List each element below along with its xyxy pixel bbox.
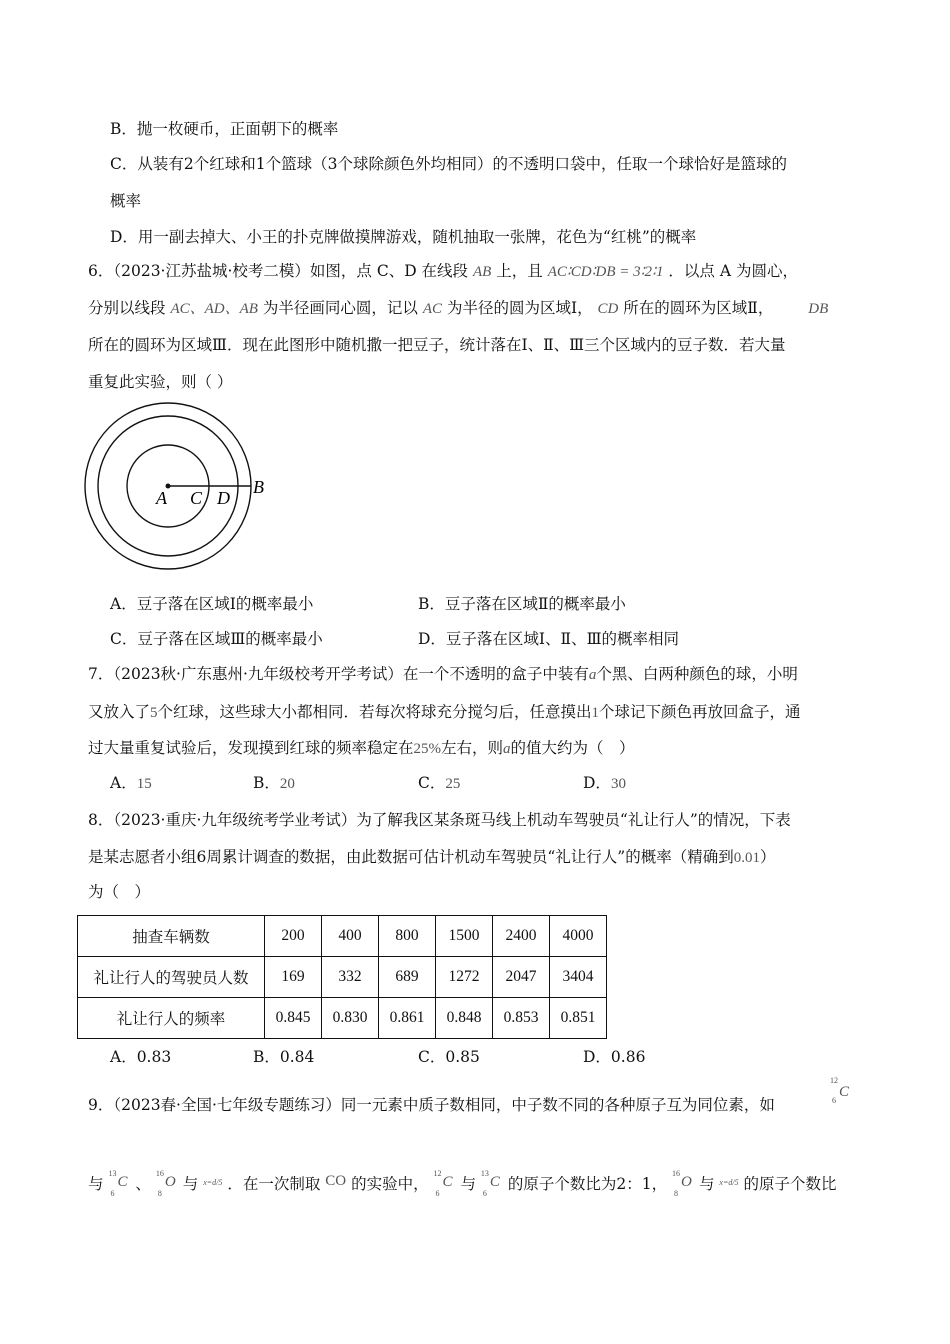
table-cell: 0.861 (379, 998, 436, 1039)
table-cell: 0.830 (322, 998, 379, 1039)
label-b: B (253, 477, 264, 497)
table-row (78, 916, 607, 957)
table-cell: 抽查车辆数 (78, 916, 265, 957)
table-cell: 礼让行人的频率 (78, 998, 265, 1039)
q9-line1: 9．（2023春·全国·七年级专题练习）同一元素中质子数相同，中子数不同的各种原子互为同位素，如 (88, 1096, 775, 1114)
table-cell: 800 (379, 916, 436, 957)
isotope-c12-inline: 12 6 C (433, 1169, 453, 1198)
q7-option-a: A．15 (110, 774, 152, 792)
q6-line3: 所在的圆环为区域Ⅲ．现在此图形中随机撒一把豆子，统计落在Ⅰ、Ⅱ、Ⅲ三个区域内的豆子数．若大量 (88, 336, 786, 354)
fraction-x-d5-inline: x=d/5 (719, 1178, 739, 1187)
q7-option-d: D．30 (583, 774, 626, 792)
concentric-circles-figure (80, 400, 280, 580)
label-c: C (190, 488, 203, 508)
isotope-o16-inline: 16 8 O (672, 1169, 692, 1198)
q5-option-c-line2: 概率 (110, 192, 142, 210)
q6-line2: 分别以线段 AC、AD、AB 为半径画同心圆，记以 AC 为半径的圆为区域Ⅰ， CD 所在的圆环为区域Ⅱ， DB (88, 299, 829, 317)
label-a: A (156, 488, 167, 508)
table-cell: 3404 (550, 957, 607, 998)
fraction-x-d5: x=d/5 (203, 1178, 223, 1187)
survey-table (77, 915, 607, 1039)
table-cell: 400 (322, 916, 379, 957)
isotope-o16: 16 8 O (155, 1169, 176, 1198)
q7-line3: 过大量重复试验后，发现摸到红球的频率稳定在25%左右，则a的值大约为（ ） (88, 739, 635, 757)
table-row (78, 998, 607, 1039)
table-cell: 689 (379, 957, 436, 998)
q5-option-b: B．抛一枚硬币，正面朝下的概率 (110, 120, 339, 138)
q5-option-c-line1: C．从装有2个红球和1个篮球（3个球除颜色外均相同）的不透明口袋中，任取一个球恰好是篮球的 (110, 155, 787, 173)
table-cell: 332 (322, 957, 379, 998)
isotope-c12: 12 6 C (830, 1076, 850, 1105)
table-cell: 0.845 (265, 998, 322, 1039)
q7-option-b: B．20 (253, 774, 295, 792)
q5-option-d: D．用一副去掉大、小王的扑克牌做摸牌游戏，随机抽取一张牌，花色为“红桃”的概率 (110, 228, 697, 246)
table-cell: 4000 (550, 916, 607, 957)
q7-option-c: C．25 (418, 774, 461, 792)
table-row (78, 957, 607, 998)
q6-line4: 重复此实验，则（ ） (88, 373, 233, 391)
q8-line1: 8．（2023·重庆·九年级统考学业考试）为了解我区某条斑马线上机动车驾驶员“礼让行人”的情况，下表 (88, 811, 791, 829)
q6-option-b: B．豆子落在区域Ⅱ的概率最小 (418, 595, 626, 613)
q9-line2: 与 13 6 C 、 16 8 O 与 x=d/5 ．在一次制取 CO 的实验中， 12 6 C 与 13 6 C 的原子个数比为2：1， 16 8 O 与 x=d/5 的原子个数比 (88, 1169, 837, 1198)
q8-option-c: C．0.85 (418, 1048, 480, 1066)
q7-line1: 7．（2023秋·广东惠州·九年级校考开学考试）在一个不透明的盒子中装有a个黑、白两种颜色的球，小明 (88, 665, 798, 683)
q6-line1: 6．（2023·江苏盐城·校考二模）如图，点 C、D 在线段 AB 上，且 AC∶CD∶DB = 3∶2∶1 ．以点 A 为圆心， (88, 262, 798, 280)
q6-option-c: C．豆子落在区域Ⅲ的概率最小 (110, 630, 323, 648)
table-cell: 1500 (436, 916, 493, 957)
table-cell: 0.848 (436, 998, 493, 1039)
q6-option-d: D．豆子落在区域Ⅰ、Ⅱ、Ⅲ的概率相同 (418, 630, 680, 648)
q6-option-a: A．豆子落在区域Ⅰ的概率最小 (110, 595, 314, 613)
table-cell: 0.853 (493, 998, 550, 1039)
q7-line2: 又放入了5个红球，这些球大小都相同．若每次将球充分搅匀后，任意摸出1个球记下颜色再放回盒子，通 (88, 703, 801, 721)
table-cell: 1272 (436, 957, 493, 998)
table-cell: 2047 (493, 957, 550, 998)
table-cell: 200 (265, 916, 322, 957)
isotope-c13-inline: 13 6 C (480, 1169, 500, 1198)
table-cell: 169 (265, 957, 322, 998)
isotope-c13: 13 6 C (108, 1169, 128, 1198)
table-cell: 0.851 (550, 998, 607, 1039)
label-d: D (217, 488, 230, 508)
table-cell: 礼让行人的驾驶员人数 (78, 957, 265, 998)
q8-option-b: B．0.84 (253, 1048, 315, 1066)
q8-line2: 是某志愿者小组6周累计调查的数据，由此数据可估计机动车驾驶员“礼让行人”的概率（精确到0.01） (88, 848, 776, 866)
table-cell: 2400 (493, 916, 550, 957)
q8-option-d: D．0.86 (583, 1048, 646, 1066)
q8-option-a: A．0.83 (110, 1048, 172, 1066)
q8-line3: 为（ ） (88, 883, 151, 901)
